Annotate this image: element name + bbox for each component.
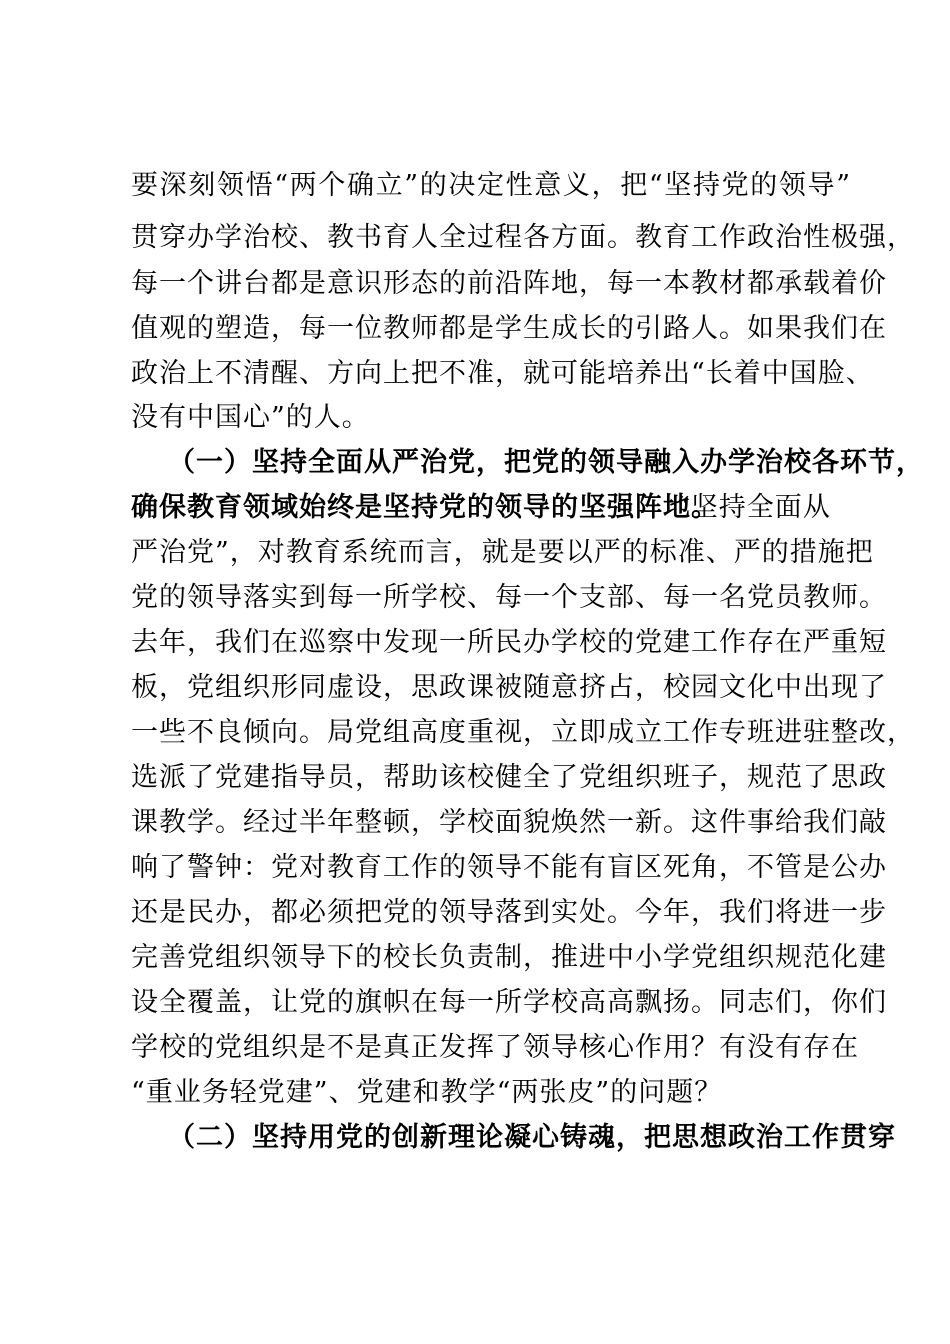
text-line: 党的领导落实到每一所学校、每一个支部、每一名党员教师。	[131, 582, 887, 613]
text-line: 学校的党组织是不是真正发挥了领导核心作用？有没有存在	[131, 1032, 859, 1063]
text-line: 政治上不清醒、方向上把不准，就可能培养出“长着中国脸、	[131, 358, 874, 389]
section-heading-line: （一）坚持全面从严治党，把党的领导融入办学治校各环节，	[168, 447, 924, 478]
text-line: 一些不良倾向。局党组高度重视，立即成立工作专班进驻整改，	[131, 717, 915, 748]
text-line: 还是民办，都必须把党的领导落到实处。今年，我们将进一步	[131, 897, 887, 928]
text-line: “坚持全面从	[676, 492, 831, 523]
text-line: 课教学。经过半年整顿，学校面貌焕然一新。这件事给我们敲	[131, 807, 887, 838]
text-line: 设全覆盖，让党的旗帜在每一所学校高高飘扬。同志们，你们	[131, 987, 887, 1018]
section-heading-line: 确保教育领域始终是坚持党的领导的坚强阵地。	[131, 492, 719, 523]
text-line: 完善党组织领导下的校长负责制，推进中小学党组织规范化建	[131, 942, 887, 973]
text-line: 每一个讲台都是意识形态的前沿阵地，每一本教材都承载着价	[131, 268, 887, 299]
text-line: 要深刻领悟“两个确立”的决定性意义，把“坚持党的领导”	[131, 170, 851, 201]
text-line: 没有中国心”的人。	[131, 402, 370, 433]
text-line: 去年，我们在巡察中发现一所民办学校的党建工作存在严重短	[131, 627, 887, 658]
text-line: 响了警钟：党对教育工作的领导不能有盲区死角，不管是公办	[131, 852, 887, 883]
text-line: 严治党”，对教育系统而言，就是要以严的标准、严的措施把	[131, 537, 874, 568]
section-heading-line: （二）坚持用党的创新理论凝心铸魂，把思想政治工作贯穿	[168, 1122, 896, 1153]
text-line: 板，党组织形同虚设，思政课被随意挤占，校园文化中出现了	[131, 672, 887, 703]
text-line: 值观的塑造，每一位教师都是学生成长的引路人。如果我们在	[131, 313, 887, 344]
text-line: “重业务轻党建”、党建和教学“两张皮”的问题？	[131, 1077, 723, 1108]
text-line: 贯穿办学治校、教书育人全过程各方面。教育工作政治性极强，	[131, 222, 915, 253]
text-line: 选派了党建指导员，帮助该校健全了党组织班子，规范了思政	[131, 762, 887, 793]
